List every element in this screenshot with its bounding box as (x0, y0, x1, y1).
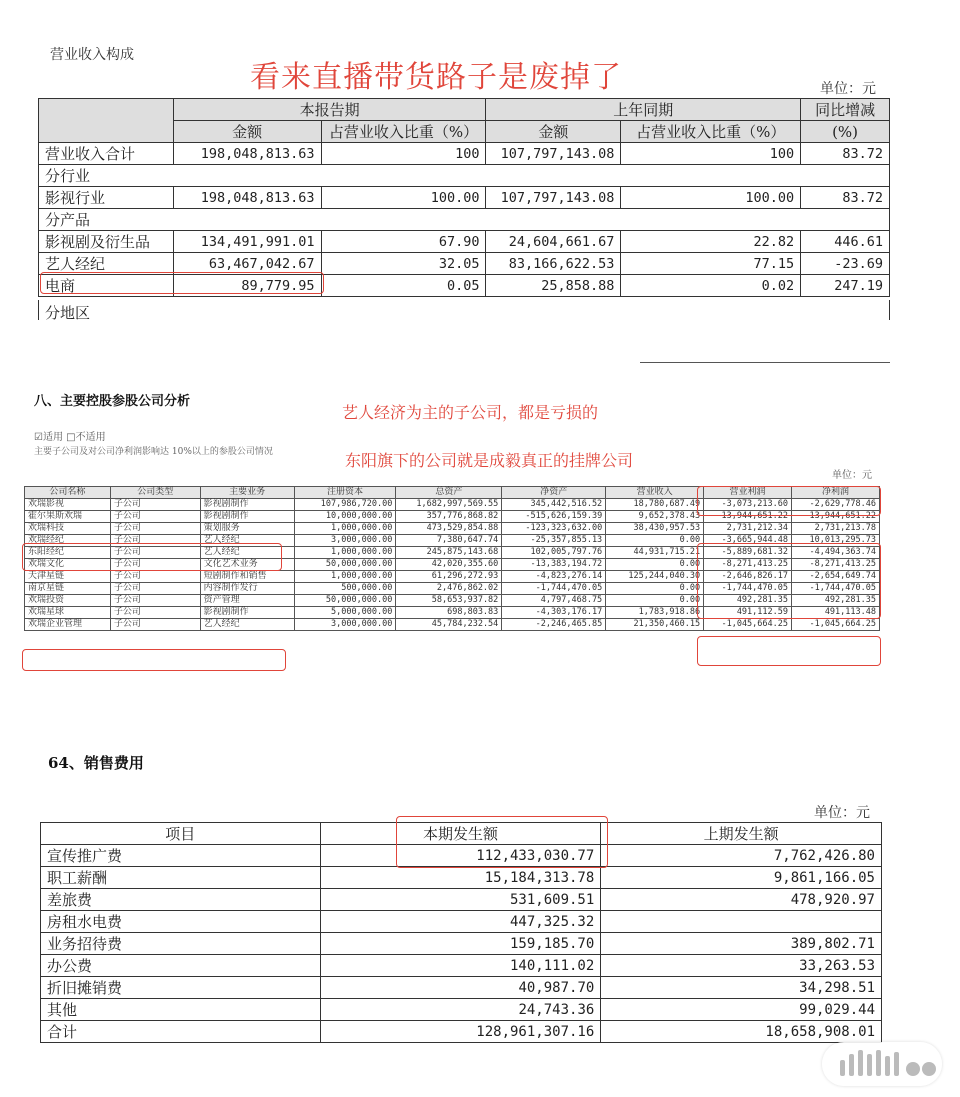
table-cell: 9,861,166.05 (601, 867, 882, 889)
table-cell: 子公司 (110, 499, 200, 511)
row-label: 艺人经纪 (39, 253, 174, 275)
cell-yoy: 83.72 (801, 187, 890, 209)
expense-item: 业务招待费 (41, 933, 321, 955)
table-row (39, 187, 890, 209)
expense-item: 房租水电费 (41, 911, 321, 933)
highlight-agency-losses (697, 543, 881, 619)
header-cell: 公司名称 (25, 487, 111, 499)
expense-item: 职工薪酬 (41, 867, 321, 889)
table-cell: 245,875,143.68 (396, 547, 502, 559)
company-name: 欢瑞星球 (25, 607, 111, 619)
section2-title: 八、主要控股参股公司分析 (34, 394, 191, 409)
cell-cur-amount: 134,491,991.01 (173, 231, 321, 253)
expense-item: 合计 (41, 1021, 321, 1043)
table-cell: 子公司 (110, 523, 200, 535)
table-row (41, 867, 882, 889)
header-cell: 公司类型 (110, 487, 200, 499)
table-cell: 1,000,000.00 (294, 523, 396, 535)
cut-off-row (38, 300, 890, 320)
table-cell: 影视剧制作 (200, 499, 294, 511)
table-cell: 0.00 (606, 535, 704, 547)
section3-unit: 单位：元 (814, 805, 870, 821)
cut-row-label: 分地区 (38, 300, 890, 320)
table-cell: 102,005,797.76 (502, 547, 606, 559)
table-cell: 13,944,651.22 (704, 511, 792, 523)
cell-yoy: 83.72 (801, 143, 890, 165)
header-cell: 项目 (41, 823, 321, 845)
table-cell: -515,626,159.39 (502, 511, 606, 523)
highlight-agency-companies (22, 543, 282, 571)
cell-ly-amount: 24,604,661.67 (486, 231, 621, 253)
table-cell: 3,000,000.00 (294, 535, 396, 547)
company-name: 欢瑞投资 (25, 595, 111, 607)
table-cell: 内容制作发行 (200, 583, 294, 595)
cell-yoy: -23.69 (801, 253, 890, 275)
table-cell: 7,380,647.74 (396, 535, 502, 547)
expense-item: 差旅费 (41, 889, 321, 911)
table-cell: 447,325.32 (320, 911, 601, 933)
table-cell: 0.00 (606, 583, 704, 595)
table-cell: -8,271,413.25 (792, 559, 880, 571)
table-cell: 策划服务 (200, 523, 294, 535)
table-cell: 子公司 (110, 511, 200, 523)
table-cell: 45,784,232.54 (396, 619, 502, 631)
row-label: 电商 (39, 275, 174, 297)
table-cell: 50,000,000.00 (294, 559, 396, 571)
table-cell: 2,731,212.34 (704, 523, 792, 535)
cell-cur-amount: 63,467,042.67 (173, 253, 321, 275)
table-cell (601, 911, 882, 933)
table-cell: 1,682,997,569.55 (396, 499, 502, 511)
annotation-livestream: 看来直播带货路子是废掉了 (250, 60, 622, 95)
table-cell: -8,271,413.25 (704, 559, 792, 571)
header-cell: 注册资本 (294, 487, 396, 499)
table-row (41, 955, 882, 977)
table-cell: 1,000,000.00 (294, 571, 396, 583)
company-name: 欢瑞影视 (25, 499, 111, 511)
header-cell: 净利润 (792, 487, 880, 499)
table-cell: 子公司 (110, 595, 200, 607)
table-header-row (39, 99, 890, 121)
cell-yoy: 247.19 (801, 275, 890, 297)
section-label: 分行业 (39, 165, 890, 187)
table-cell: 子公司 (110, 559, 200, 571)
cell-cur-share: 32.05 (321, 253, 486, 275)
annotation-subsidiaries-loss: 艺人经济为主的子公司，都是亏损的 (342, 403, 599, 422)
table-cell: 125,244,040.30 (606, 571, 704, 583)
cell-ly-share: 77.15 (621, 253, 801, 275)
row-label: 影视行业 (39, 187, 174, 209)
table-cell: 140,111.02 (320, 955, 601, 977)
table-cell: 61,296,272.93 (396, 571, 502, 583)
table-row (41, 999, 882, 1021)
table-cell: 18,658,908.01 (601, 1021, 882, 1043)
table-cell: 107,986,720.00 (294, 499, 396, 511)
table-cell: -1,045,664.25 (704, 619, 792, 631)
header-cell: 主要业务 (200, 487, 294, 499)
table-cell: 子公司 (110, 547, 200, 559)
table-cell: 34,298.51 (601, 977, 882, 999)
table-row (41, 911, 882, 933)
cell-ly-amount: 107,797,143.08 (486, 143, 621, 165)
highlight-ecommerce-row (40, 272, 324, 294)
cell-ly-share: 0.02 (621, 275, 801, 297)
header-cell: 金额 (486, 121, 621, 143)
table-cell: 159,185.70 (320, 933, 601, 955)
table-cell: -5,889,681.32 (704, 547, 792, 559)
company-name: 欢瑞文化 (25, 559, 111, 571)
expense-item: 办公费 (41, 955, 321, 977)
header-cell: 本期发生额 (320, 823, 601, 845)
table-cell: -13,383,194.72 (502, 559, 606, 571)
table-cell: 58,653,937.82 (396, 595, 502, 607)
table-cell: 影视剧制作 (200, 607, 294, 619)
section1-unit: 单位：元 (820, 81, 876, 97)
table-cell: 1,783,918.86 (606, 607, 704, 619)
table-row (41, 977, 882, 999)
table-row (39, 209, 890, 231)
table-cell: 492,281.35 (704, 595, 792, 607)
cell-ly-share: 100.00 (621, 187, 801, 209)
table-cell: 492,281.35 (792, 595, 880, 607)
revenue-composition-table (38, 98, 890, 297)
table-cell: -2,629,778.46 (792, 499, 880, 511)
table-cell: 10,013,295.73 (792, 535, 880, 547)
table-cell: 500,000.00 (294, 583, 396, 595)
table-cell: 21,350,460.15 (606, 619, 704, 631)
company-name: 南京星链 (25, 583, 111, 595)
table-cell: 50,000,000.00 (294, 595, 396, 607)
table-cell: 4,797,468.75 (502, 595, 606, 607)
table-cell: 40,987.70 (320, 977, 601, 999)
expense-item: 宣传推广费 (41, 845, 321, 867)
table-cell: 艺人经纪 (200, 535, 294, 547)
header-cell (39, 99, 174, 143)
header-cell: 净资产 (502, 487, 606, 499)
table-cell: 艺人经纪 (200, 547, 294, 559)
table-cell: 13,944,651.22 (792, 511, 880, 523)
company-name: 天津星链 (25, 571, 111, 583)
cell-cur-share: 0.05 (321, 275, 486, 297)
highlight-promotion-expense (396, 816, 608, 868)
expense-item: 折旧摊销费 (41, 977, 321, 999)
table-cell: 9,652,378.43 (606, 511, 704, 523)
header-cell: 上期发生额 (601, 823, 882, 845)
table-cell: 42,020,355.60 (396, 559, 502, 571)
expense-item: 其他 (41, 999, 321, 1021)
table-cell: -1,744,470.05 (502, 583, 606, 595)
section3-title: 64、销售费用 (48, 754, 144, 772)
table-cell: -2,246,465.85 (502, 619, 606, 631)
section1-title: 营业收入构成 (50, 47, 134, 63)
table-cell: 24,743.36 (320, 999, 601, 1021)
cell-cur-amount: 198,048,813.63 (173, 187, 321, 209)
table-cell: -1,744,470.05 (792, 583, 880, 595)
header-cell: 总资产 (396, 487, 502, 499)
table-cell: -2,646,826.17 (704, 571, 792, 583)
table-row (41, 933, 882, 955)
company-name: 霍尔果斯欢瑞 (25, 511, 111, 523)
header-cell: 上年同期 (486, 99, 801, 121)
company-name: 东阳经纪 (25, 547, 111, 559)
table-cell: 33,263.53 (601, 955, 882, 977)
table-cell: 491,112.59 (704, 607, 792, 619)
table-cell: 资产管理 (200, 595, 294, 607)
table-cell: -3,073,213.60 (704, 499, 792, 511)
table-cell: -4,823,276.14 (502, 571, 606, 583)
table-cell: 艺人经纪 (200, 619, 294, 631)
table-cell: 短剧制作和销售 (200, 571, 294, 583)
table-cell: 345,442,516.52 (502, 499, 606, 511)
table-cell: -4,303,176.17 (502, 607, 606, 619)
table-row (41, 1021, 882, 1043)
table-cell: 子公司 (110, 571, 200, 583)
header-cell: 营业利润 (704, 487, 792, 499)
section2-unit: 单位：元 (832, 470, 872, 481)
table-cell: 0.00 (606, 559, 704, 571)
table-cell: 子公司 (110, 583, 200, 595)
cell-ly-amount: 107,797,143.08 (486, 187, 621, 209)
cell-ly-amount: 25,858.88 (486, 275, 621, 297)
cell-cur-share: 67.90 (321, 231, 486, 253)
table-cell: 38,430,957.53 (606, 523, 704, 535)
table-cell: 文化艺术业务 (200, 559, 294, 571)
table-cell: 子公司 (110, 535, 200, 547)
table-cell: 2,476,862.02 (396, 583, 502, 595)
section-label: 分产品 (39, 209, 890, 231)
table-cell: 7,762,426.80 (601, 845, 882, 867)
header-cell: 同比增减 (801, 99, 890, 121)
cell-ly-share: 100 (621, 143, 801, 165)
table-cell: -1,744,470.05 (704, 583, 792, 595)
annotation-dongyang: 东阳旗下的公司就是成毅真正的挂牌公司 (345, 451, 634, 470)
company-name: 欢瑞科技 (25, 523, 111, 535)
header-cell: 金额 (173, 121, 321, 143)
company-name: 欢瑞企业管理 (25, 619, 111, 631)
table-cell: 5,000,000.00 (294, 607, 396, 619)
cell-cur-amount: 198,048,813.63 (173, 143, 321, 165)
table-cell: 389,802.71 (601, 933, 882, 955)
section2-note: 主要子公司及对公司净利润影响达 10%以上的参股公司情况 (34, 447, 273, 457)
table-cell: -123,323,632.00 (502, 523, 606, 535)
table-cell: 99,029.44 (601, 999, 882, 1021)
header-cell: (%) (801, 121, 890, 143)
table-cell: 531,609.51 (320, 889, 601, 911)
table-cell: 2,731,213.78 (792, 523, 880, 535)
cell-cur-amount: 89,779.95 (173, 275, 321, 297)
table-cell: 698,803.83 (396, 607, 502, 619)
applicability-checkbox: ☑适用 □不适用 (34, 432, 106, 443)
audio-bars-icon (822, 1042, 942, 1086)
table-cell: 112,433,030.77 (320, 845, 601, 867)
table-cell: 357,776,868.82 (396, 511, 502, 523)
table-cell: 478,920.97 (601, 889, 882, 911)
header-cell: 本报告期 (173, 99, 486, 121)
highlight-enterprise-loss (697, 636, 881, 666)
row-label: 营业收入合计 (39, 143, 174, 165)
table-row (25, 619, 880, 631)
table-row (25, 523, 880, 535)
table-cell: 1,000,000.00 (294, 547, 396, 559)
table-cell: -1,045,664.25 (792, 619, 880, 631)
header-cell: 占营业收入比重（%） (321, 121, 486, 143)
cell-cur-share: 100 (321, 143, 486, 165)
table-cell: 子公司 (110, 619, 200, 631)
table-cell: -3,665,944.48 (704, 535, 792, 547)
cell-ly-share: 22.82 (621, 231, 801, 253)
page-footer-line (640, 362, 890, 370)
table-cell: 3,000,000.00 (294, 619, 396, 631)
table-cell: -2,654,649.74 (792, 571, 880, 583)
highlight-profit-header (697, 486, 881, 516)
highlight-enterprise-mgmt (22, 649, 286, 671)
table-cell: -25,357,855.13 (502, 535, 606, 547)
cell-ly-amount: 83,166,622.53 (486, 253, 621, 275)
table-cell: 473,529,854.88 (396, 523, 502, 535)
table-cell: 44,931,715.21 (606, 547, 704, 559)
table-cell: 影视剧制作 (200, 511, 294, 523)
company-name: 欢瑞经纪 (25, 535, 111, 547)
table-row (39, 165, 890, 187)
table-cell: 0.00 (606, 595, 704, 607)
table-cell: 10,000,000.00 (294, 511, 396, 523)
table-cell: 18,780,687.49 (606, 499, 704, 511)
cell-cur-share: 100.00 (321, 187, 486, 209)
header-cell: 营业收入 (606, 487, 704, 499)
header-cell: 占营业收入比重（%） (621, 121, 801, 143)
table-cell: 491,113.48 (792, 607, 880, 619)
table-cell: -4,494,363.74 (792, 547, 880, 559)
table-row (39, 231, 890, 253)
table-row (39, 143, 890, 165)
row-label: 影视剧及衍生品 (39, 231, 174, 253)
table-cell: 子公司 (110, 607, 200, 619)
cell-yoy: 446.61 (801, 231, 890, 253)
table-cell: 15,184,313.78 (320, 867, 601, 889)
table-cell: 128,961,307.16 (320, 1021, 601, 1043)
table-row (41, 889, 882, 911)
